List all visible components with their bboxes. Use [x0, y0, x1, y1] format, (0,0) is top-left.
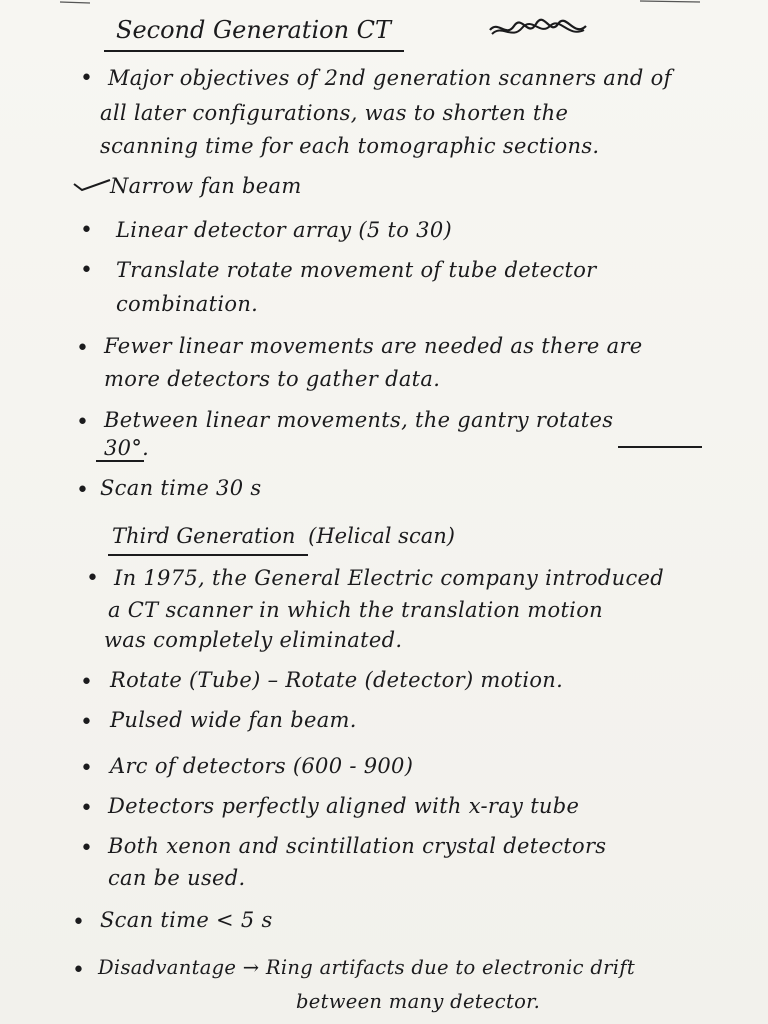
bullet-marker: •	[80, 218, 93, 243]
bullet-marker: •	[76, 336, 89, 361]
note-line: In 1975, the General Electric company introduced	[114, 566, 665, 590]
bullet-marker: •	[80, 710, 93, 735]
note-line: Disadvantage → Ring artifacts due to electronic drift	[98, 956, 635, 979]
note-line: Arc of detectors (600 - 900)	[110, 754, 414, 778]
bullet-marker: •	[76, 410, 89, 435]
bullet-marker: •	[80, 66, 93, 91]
section-title-second-generation: Second Generation CT	[116, 16, 392, 44]
bullet-marker: •	[80, 258, 93, 283]
bullet-marker: •	[72, 958, 85, 983]
note-line: between many detector.	[296, 990, 541, 1013]
note-line: all later configurations, was to shorten the	[100, 101, 569, 125]
section-title-third-generation	[112, 524, 455, 548]
note-line: Narrow fan beam	[110, 174, 302, 198]
bullet-marker: •	[76, 478, 89, 503]
note-line: combination.	[116, 292, 259, 316]
title-underline	[108, 554, 308, 556]
note-line: Scan time < 5 s	[100, 908, 273, 932]
bullet-marker: •	[80, 756, 93, 781]
bullet-marker: •	[80, 836, 93, 861]
note-line: 30°.	[104, 436, 150, 460]
note-line: a CT scanner in which the translation motion	[108, 598, 603, 622]
note-line: Both xenon and scintillation crystal detectors	[108, 834, 607, 858]
note-line: Scan time 30 s	[100, 476, 262, 500]
page-top-edge	[0, 0, 768, 8]
section-title-suffix: (Helical scan)	[308, 524, 455, 548]
note-line: can be used.	[108, 866, 246, 890]
note-line: Major objectives of 2nd generation scanners and of	[108, 66, 672, 90]
title-underline	[104, 50, 404, 52]
bullet-marker: •	[86, 566, 99, 591]
note-line: Pulsed wide fan beam.	[110, 708, 357, 732]
handwritten-underline	[618, 446, 702, 448]
section-title-main: Third Generation	[112, 524, 296, 548]
note-line: Rotate (Tube) – Rotate (detector) motion.	[110, 668, 564, 692]
note-line: more detectors to gather data.	[104, 367, 441, 391]
note-line: was completely eliminated.	[104, 628, 403, 652]
note-line: Translate rotate movement of tube detector	[116, 258, 597, 282]
check-mark-icon	[72, 178, 112, 192]
scribbled-out-word	[488, 16, 588, 42]
note-line: scanning time for each tomographic sections.	[100, 134, 600, 158]
handwritten-underline	[96, 460, 144, 462]
note-line: Detectors perfectly aligned with x-ray tube	[108, 794, 580, 818]
note-line: Fewer linear movements are needed as there are	[104, 334, 643, 358]
bullet-marker: •	[72, 910, 85, 935]
note-line: Between linear movements, the gantry rotates	[104, 408, 614, 432]
note-line: Linear detector array (5 to 30)	[116, 218, 452, 242]
bullet-marker: •	[80, 670, 93, 695]
bullet-marker: •	[80, 796, 93, 821]
